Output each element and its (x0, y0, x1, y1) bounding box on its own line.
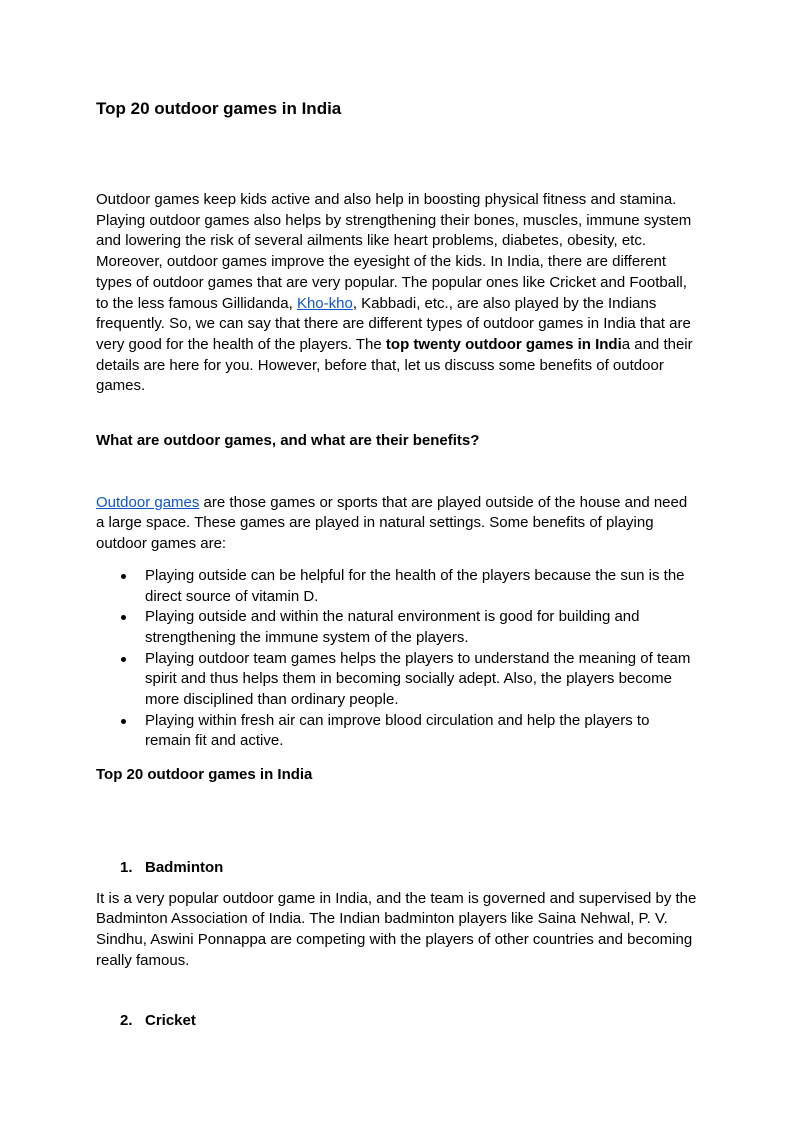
intro-text-2: , Kabbadi, etc., are also played by the Indians frequently. So, we can say that there are different types of outdoor games in India that are very good for the health of the players. The (96, 294, 691, 353)
game-entry-badminton (96, 858, 698, 972)
intro-text-1: Outdoor games keep kids active and also help in boosting physical fitness and stamina. Playing outdoor games also helps by strengthening their bones, muscles, immune system and lowering the risk of several ailments like heart problems, diabetes, obesity, etc. Moreover, outdoor games improve the eyesight of the kids. In India, there are different types of outdoor games that are very popular. The popular ones like Cricket and Football, to the less famous Gillidanda, (96, 191, 692, 312)
outdoor-games-link[interactable]: Outdoor games (96, 493, 200, 511)
game-name: Badminton (145, 858, 224, 876)
document-title: Top 20 outdoor games in India (96, 99, 342, 118)
game-number: 2. (120, 1012, 133, 1030)
benefit-item: Playing outdoor team games helps the players to understand the meaning of team spirit and thus helps them in becoming socially adept. Also, the players become more disciplined than ordinary people. (96, 649, 698, 711)
intro-text-3: a and their details are here for you. However, before that, let us discuss some benefits of outdoor games. (96, 335, 693, 395)
benefit-item: Playing outside and within the natural environment is good for building and strengthening the immune system of the players. (96, 607, 698, 648)
game-description: It is a very popular outdoor game in India, and the team is governed and supervised by the Badminton Association of India. The Indian badminton players like Saina Nehwal, P. V. Sindhu, Aswini Ponnappa are competing with the players of other countries and becoming really famous. (96, 889, 697, 969)
benefits-heading: What are outdoor games, and what are their benefits? (96, 432, 480, 450)
benefits-list (96, 566, 698, 752)
game-title (96, 1011, 698, 1032)
game-number: 1. (120, 858, 133, 876)
intro-bold-phrase: top twenty outdoor games in Indi (385, 335, 622, 353)
game-name: Cricket (145, 1012, 196, 1030)
game-entry-cricket (96, 1011, 698, 1032)
intro-paragraph (96, 190, 698, 397)
top20-list-heading: Top 20 outdoor games in India (96, 766, 313, 784)
game-title (96, 858, 698, 879)
benefits-intro-paragraph (96, 493, 698, 555)
benefit-item: Playing within fresh air can improve blood circulation and help the players to remain fit and active. (96, 711, 698, 752)
kho-kho-link[interactable]: Kho-kho (296, 294, 353, 312)
benefit-item: Playing outside can be helpful for the health of the players because the sun is the direct source of vitamin D. (96, 566, 698, 607)
benefits-intro-text: are those games or sports that are played outside of the house and need a large space. These games are played in natural settings. Some benefits of playing outdoor games are: (96, 493, 688, 553)
